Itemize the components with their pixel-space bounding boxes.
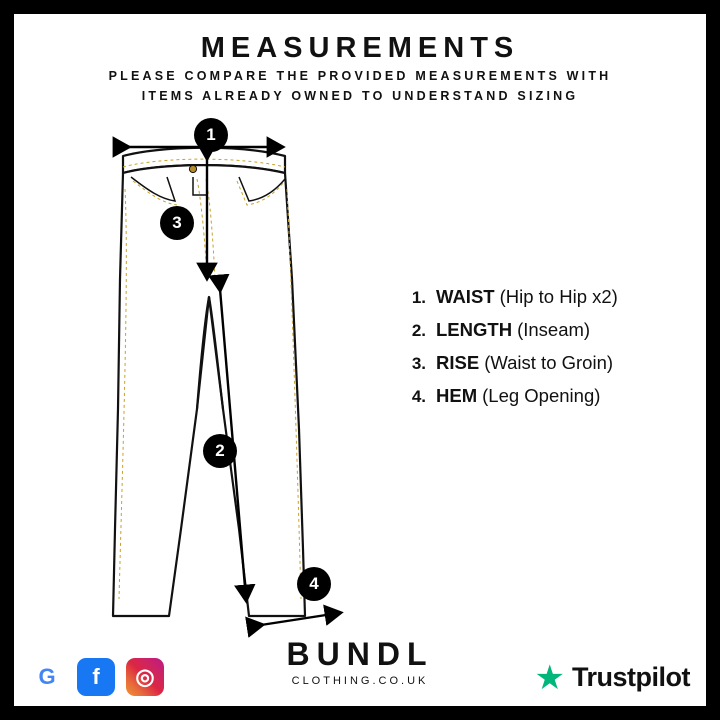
legend-item-rise (396, 352, 696, 374)
legend-number: 1. (411, 288, 426, 307)
facebook-icon[interactable]: f (77, 658, 115, 696)
measurement-card (14, 14, 706, 706)
page-title: MEASUREMENTS (200, 32, 520, 64)
badge-rise: 3 (160, 206, 194, 240)
instagram-icon[interactable]: ◎ (126, 658, 164, 696)
legend-item-waist (396, 286, 696, 308)
legend-number: 3. (411, 354, 426, 373)
legend-term: WAIST (436, 286, 495, 307)
subtitle-line-2: ITEMS ALREADY OWNED TO UNDERSTAND SIZING (141, 89, 579, 103)
legend-item-length (396, 319, 696, 341)
badge-hem: 4 (297, 567, 331, 601)
google-icon[interactable]: G (28, 658, 66, 696)
trustpilot-label: Trustpilot (572, 662, 690, 692)
legend-term: LENGTH (436, 319, 513, 340)
star-icon: ★ (534, 658, 565, 697)
legend-description: (Hip to Hip x2) (499, 286, 618, 307)
legend-description: (Waist to Groin) (484, 352, 614, 373)
legend-term: RISE (436, 352, 480, 373)
page-subtitle (54, 66, 666, 106)
subtitle-line-1: PLEASE COMPARE THE PROVIDED MEASUREMENTS WITH (108, 69, 612, 83)
badge-waist: 1 (194, 118, 228, 152)
legend-number: 4. (411, 387, 426, 406)
legend-term: HEM (436, 385, 478, 406)
social-links (28, 658, 164, 696)
trustpilot-badge[interactable] (534, 658, 690, 697)
button-rivet (189, 165, 196, 172)
legend-number: 2. (411, 321, 426, 340)
legend-description: (Inseam) (517, 319, 591, 340)
jeans-diagram (89, 129, 389, 639)
legend-item-hem (396, 385, 696, 407)
brand-name: BUNDL (286, 636, 434, 672)
jeans-body-shape (113, 165, 305, 616)
badge-length: 2 (203, 434, 237, 468)
brand-domain: CLOTHING.CO.UK (291, 675, 429, 687)
measurement-legend (396, 286, 696, 418)
legend-description: (Leg Opening) (482, 385, 601, 406)
